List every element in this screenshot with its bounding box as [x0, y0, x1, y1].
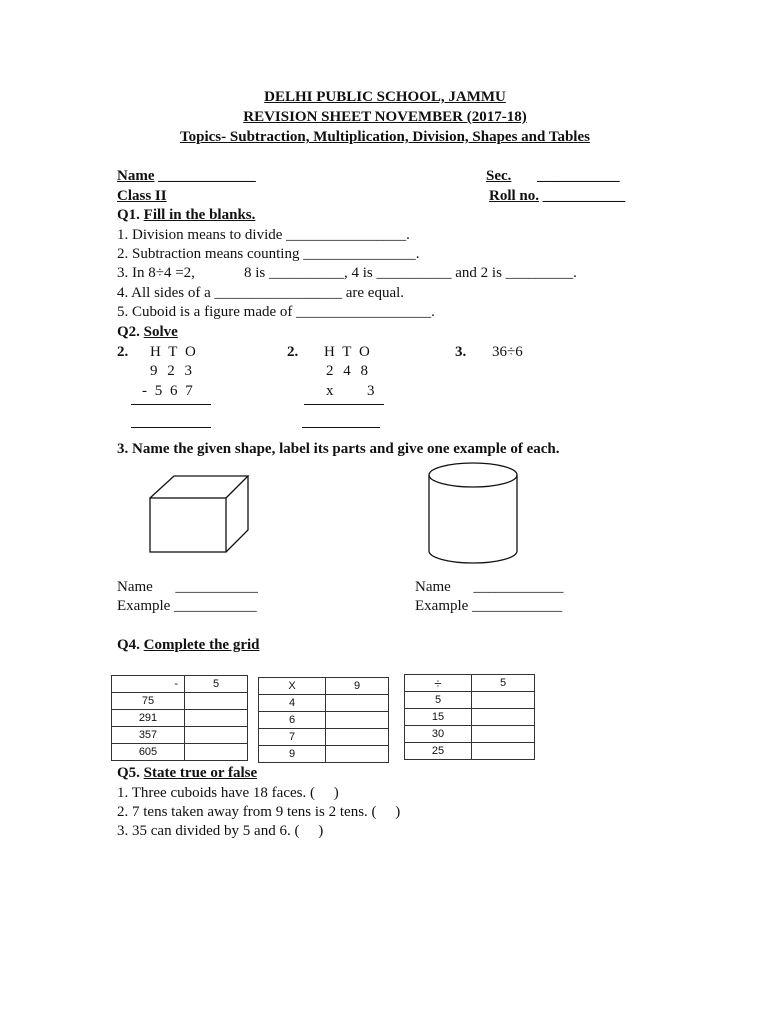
shape2-example: Example ____________ — [415, 598, 563, 614]
grid-cell: 30 — [405, 726, 472, 743]
q2-heading — [117, 324, 178, 341]
q4-number: Q4. — [117, 637, 140, 653]
grid-answer-cell[interactable] — [472, 743, 535, 760]
q1-item-2: 2. Subtraction means counting _______________. — [117, 246, 420, 262]
grid-answer-cell[interactable] — [326, 695, 389, 712]
q2-p1-head: H T O — [150, 344, 196, 360]
grid-answer-cell[interactable] — [472, 726, 535, 743]
grid-answer-cell[interactable] — [472, 692, 535, 709]
q5-number: Q5. — [117, 765, 140, 781]
q2-p2-head: H T O — [324, 344, 370, 360]
shape2-name: Name ____________ — [415, 579, 564, 595]
q2-p1-row2: - 5 6 7 — [142, 383, 193, 399]
class-label: Class II — [117, 188, 167, 204]
q5-item-2: 2. 7 tens taken away from 9 tens is 2 tens. ( ) — [117, 804, 401, 820]
q1-number: Q1. — [117, 207, 140, 223]
roll-line — [489, 188, 625, 205]
grid-cell: 605 — [112, 744, 185, 761]
q4-heading — [117, 637, 259, 654]
grid-division — [404, 674, 535, 760]
shape1-name: Name ___________ — [117, 579, 258, 595]
q1-item-3b: 8 is __________, 4 is __________ and 2 is _________. — [244, 265, 577, 281]
name-line — [117, 168, 256, 185]
q2-p1-number: 2. — [117, 344, 129, 360]
grid-cell: 357 — [112, 727, 185, 744]
grid-subtraction — [111, 675, 248, 761]
q2-title: Solve — [143, 324, 178, 340]
grid-cell: 25 — [405, 743, 472, 760]
grid-cell: 7 — [259, 729, 326, 746]
sec-blank: ___________ — [537, 168, 620, 184]
q5-item-3: 3. 35 can divided by 5 and 6. ( ) — [117, 823, 324, 839]
q2-p2-op: x — [326, 383, 334, 399]
q2-p3-expr: 36÷6 — [492, 344, 523, 360]
name-blank: _____________ — [154, 168, 256, 184]
q5-heading — [117, 765, 257, 782]
grid-cell: 15 — [405, 709, 472, 726]
q1-item-3a: 3. In 8÷4 =2, — [117, 265, 195, 281]
grid-cell: 4 — [259, 695, 326, 712]
shape1-example: Example ___________ — [117, 598, 257, 614]
q3-title: 3. Name the given shape, label its parts and give one example of each. — [117, 441, 560, 457]
cuboid-shape — [148, 474, 252, 554]
q2-p1-rule-2 — [131, 427, 211, 428]
q1-item-1: 1. Division means to divide ________________. — [117, 227, 410, 243]
roll-blank: ___________ — [539, 188, 626, 204]
q4-title: Complete the grid — [143, 637, 260, 653]
q1-title: Fill in the blanks. — [143, 207, 256, 223]
grid-operand: 5 — [472, 675, 535, 692]
grid-cell: 75 — [112, 693, 185, 710]
q2-p2-rule-2 — [302, 427, 380, 428]
grid-operand: 5 — [185, 676, 248, 693]
grid-operand: 9 — [326, 678, 389, 695]
q2-p2-rule-1 — [304, 404, 384, 405]
grid-op: X — [259, 678, 326, 695]
grid-answer-cell[interactable] — [326, 729, 389, 746]
cylinder-shape — [426, 461, 522, 565]
q2-number: Q2. — [117, 324, 140, 340]
sec-line — [486, 168, 620, 185]
q2-p1-row1: 9 2 3 — [150, 363, 192, 379]
topics-title: Topics- Subtraction, Multiplication, Division, Shapes and Tables — [180, 129, 590, 145]
q2-p1-rule-1 — [131, 404, 211, 405]
name-label: Name — [117, 168, 155, 184]
q1-item-5: 5. Cuboid is a figure made of __________________. — [117, 304, 435, 320]
q2-p2-multiplier: 3 — [367, 383, 375, 399]
q1-heading — [117, 207, 255, 224]
grid-answer-cell[interactable] — [185, 693, 248, 710]
q5-title: State true or false — [143, 765, 258, 781]
roll-label: Roll no. — [489, 188, 540, 204]
grid-answer-cell[interactable] — [326, 712, 389, 729]
grid-multiplication — [258, 677, 389, 763]
q2-p3-number: 3. — [455, 344, 467, 360]
grid-cell: 5 — [405, 692, 472, 709]
grid-cell: 9 — [259, 746, 326, 763]
grid-cell: 6 — [259, 712, 326, 729]
grid-cell: 291 — [112, 710, 185, 727]
grid-answer-cell[interactable] — [185, 710, 248, 727]
sheet-title: REVISION SHEET NOVEMBER (2017-18) — [243, 109, 527, 125]
grid-answer-cell[interactable] — [472, 709, 535, 726]
grid-answer-cell[interactable] — [185, 744, 248, 761]
q1-item-4: 4. All sides of a _________________ are equal. — [117, 285, 405, 301]
grid-op: - — [112, 676, 185, 693]
q2-p2-number: 2. — [287, 344, 299, 360]
school-title: DELHI PUBLIC SCHOOL, JAMMU — [264, 89, 506, 105]
sec-label: Sec. — [486, 168, 512, 184]
grid-op: ÷ — [405, 675, 472, 692]
q2-p2-row1: 2 4 8 — [326, 363, 368, 379]
grid-answer-cell[interactable] — [185, 727, 248, 744]
grid-answer-cell[interactable] — [326, 746, 389, 763]
q5-item-1: 1. Three cuboids have 18 faces. ( ) — [117, 785, 339, 801]
